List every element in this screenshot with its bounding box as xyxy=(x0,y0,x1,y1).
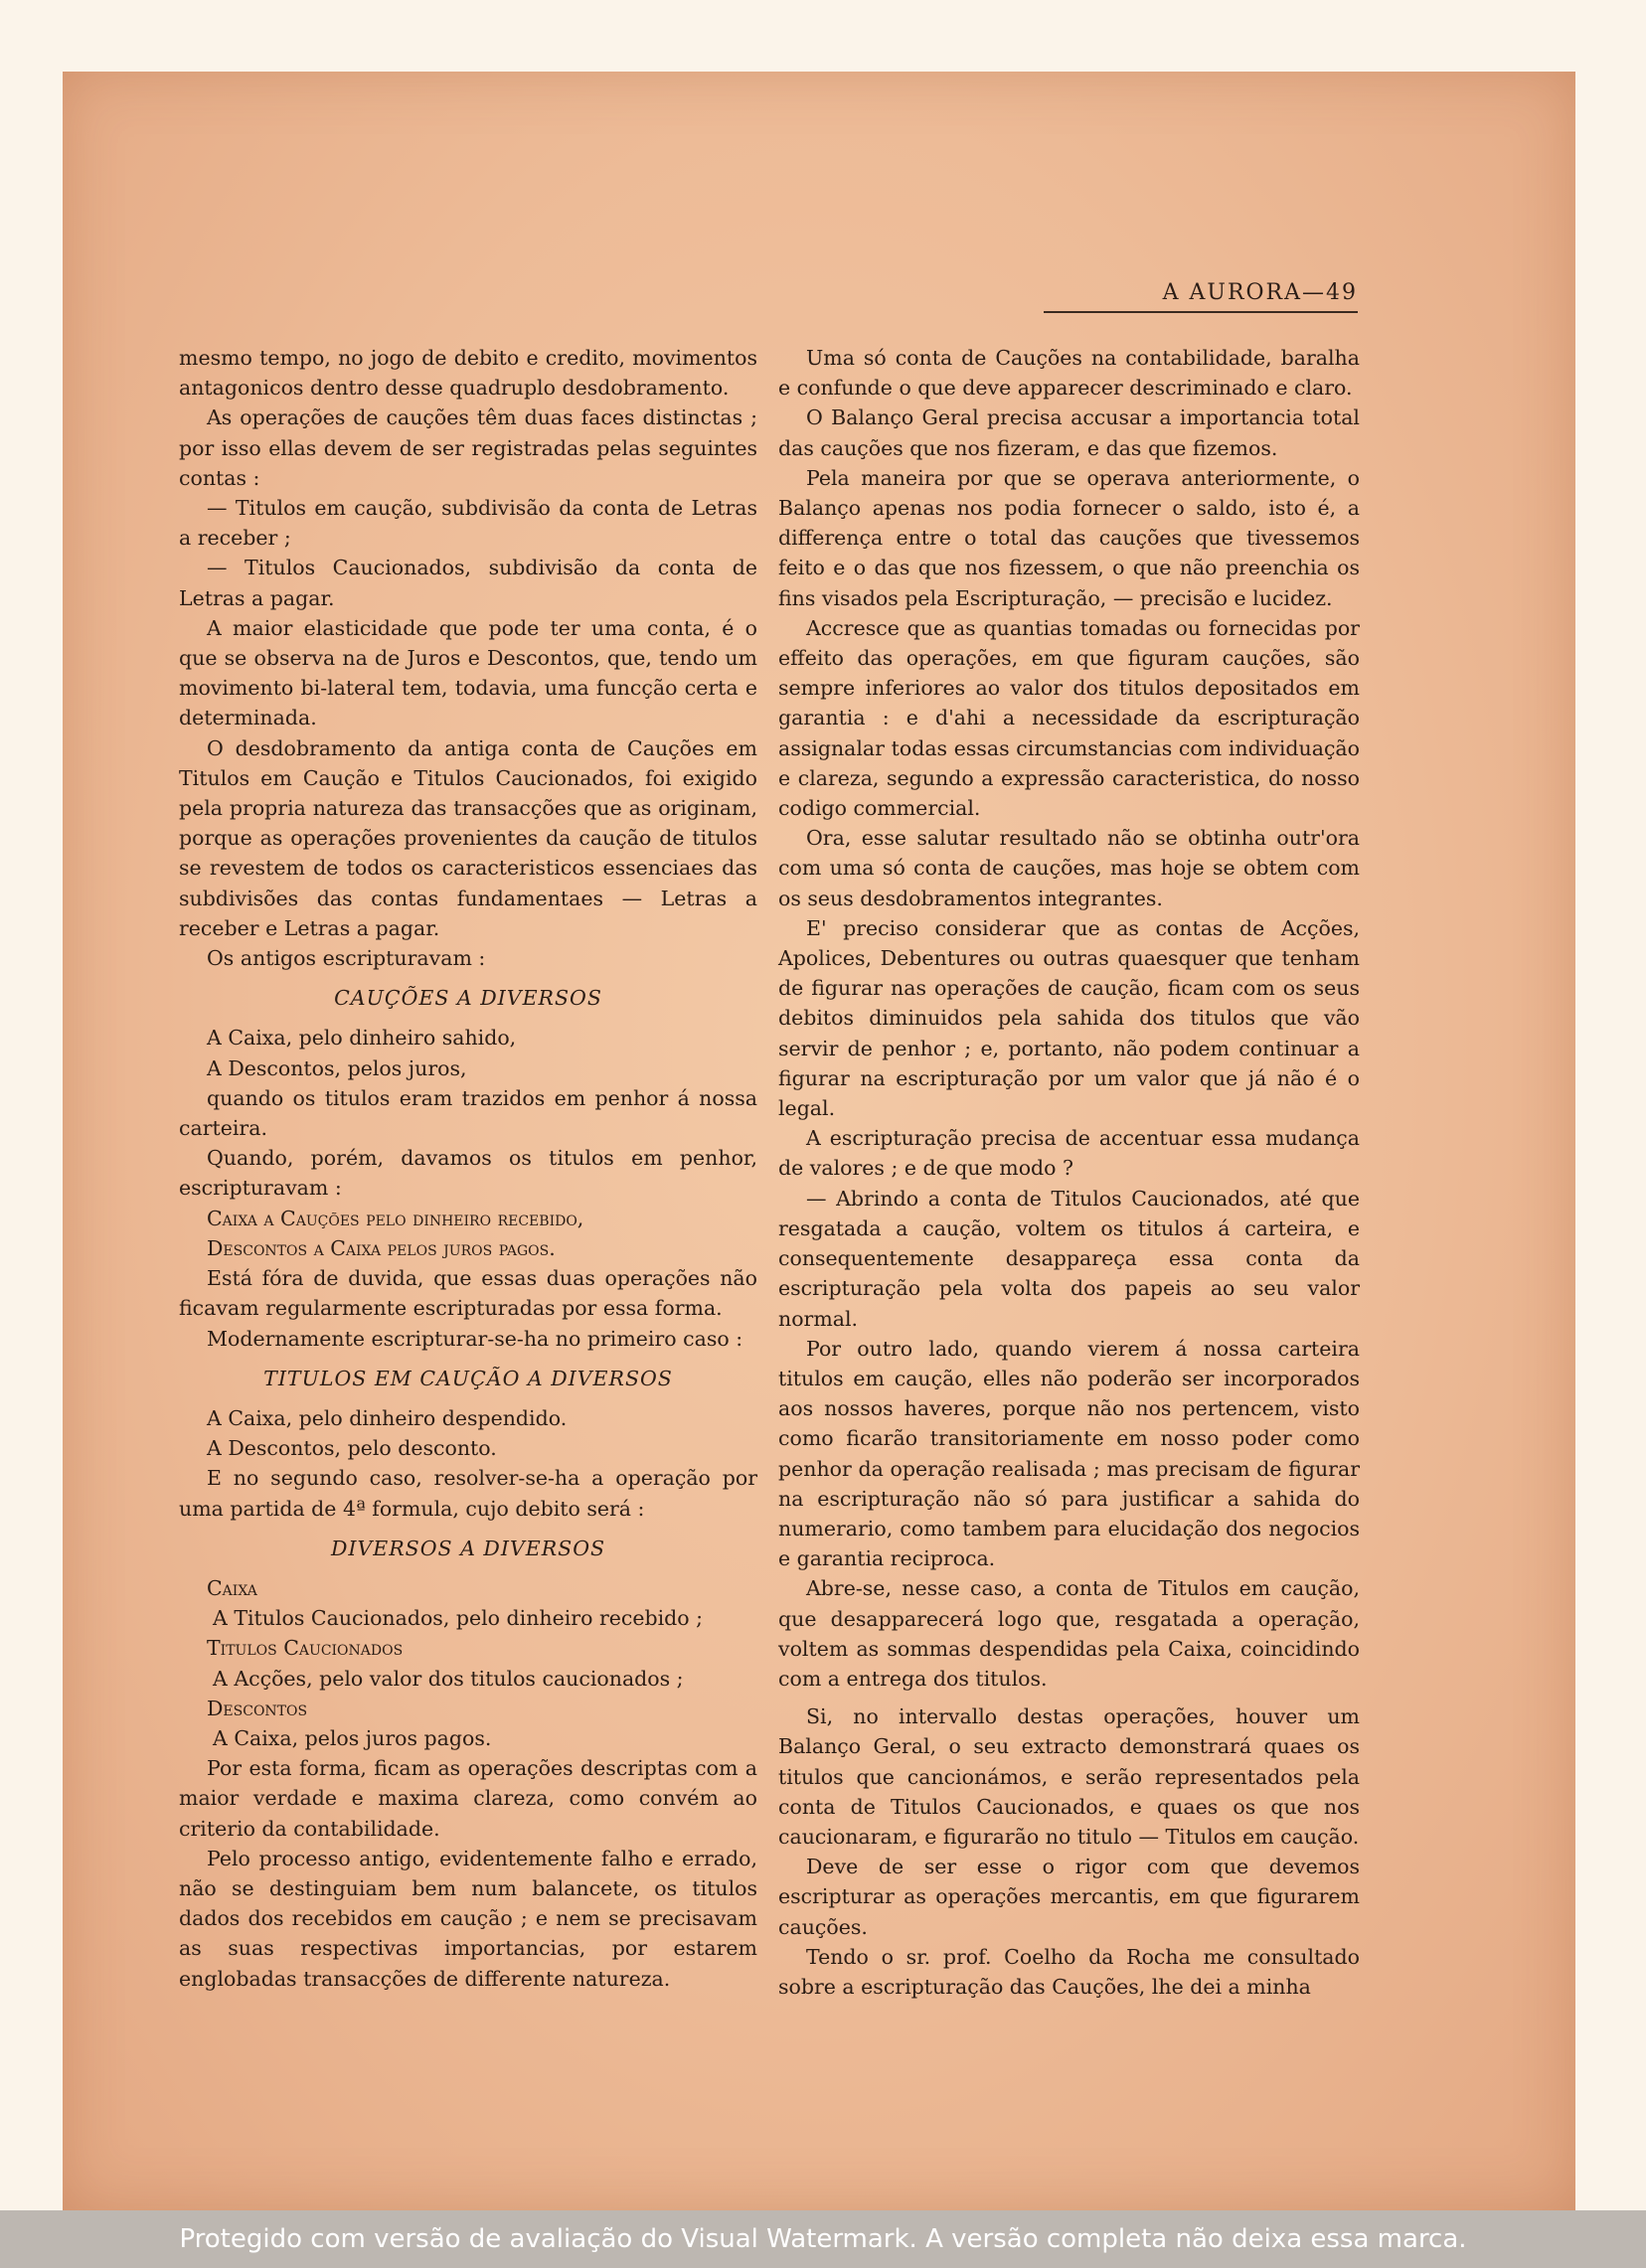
paragraph: E no segundo caso, resolver-se-ha a operação por uma partida de 4ª formula, cujo debito será : xyxy=(179,1466,757,1521)
journal-entry-line: A Caixa, pelo dinheiro despendido. xyxy=(207,1405,568,1430)
right-column xyxy=(778,343,1360,2002)
paragraph: Por esta forma, ficam as operações descriptas com a maior verdade e maxima clareza, como convém ao criterio da contabilidade. xyxy=(179,1756,757,1841)
paragraph: quando os titulos eram trazidos em penhor á nossa carteira. xyxy=(179,1085,757,1141)
journal-entry-line: Descontos xyxy=(207,1696,308,1720)
paragraph: — Titulos Caucionados, subdivisão da conta de Letras a pagar. xyxy=(179,556,757,610)
entry-heading: TITULOS EM CAUÇÃO A DIVERSOS xyxy=(263,1366,673,1390)
journal-entry-line: A Descontos, pelos juros, xyxy=(207,1055,467,1080)
journal-entry-line: A Titulos Caucionados, pelo dinheiro recebido ; xyxy=(213,1606,704,1631)
entry-heading: CAUÇÕES A DIVERSOS xyxy=(334,986,602,1011)
paragraph: — Titulos em caução, subdivisão da conta de Letras a receber ; xyxy=(179,496,757,551)
paragraph: mesmo tempo, no jogo de debito e credito, movimentos antagonicos dentro desse quadruplo desdobramento. xyxy=(179,346,757,401)
paragraph: Deve de ser esse o rigor com que devemos escripturar as operações mercantis, em que figurarem cauções. xyxy=(778,1855,1360,1939)
journal-entry-line: Caixa xyxy=(207,1575,257,1600)
journal-entry-line: A Acções, pelo valor dos titulos caucionados ; xyxy=(213,1666,684,1691)
journal-entry-line: Titulos Caucionados xyxy=(207,1636,404,1661)
paragraph: Si, no intervallo destas operações, houver um Balanço Geral, o seu extracto demonstrará quaes os titulos que cancionámos, e serão representados pela conta de Titulos Caucionados, e quaes os que nos caucionaram, e figurarão no titulo — Titulos em caução. xyxy=(778,1704,1360,1849)
journal-entry-line: Caixa a Cauções pelo dinheiro recebido, xyxy=(207,1206,584,1230)
paragraph: Modernamente escripturar-se-ha no primeiro caso : xyxy=(207,1326,743,1351)
watermark-banner: Protegido com versão de avaliação do Visual Watermark. A versão completa não deixa essa marca. xyxy=(0,2210,1646,2268)
paragraph: Está fóra de duvida, que essas duas operações não ficavam regularmente escripturadas por essa forma. xyxy=(179,1266,757,1321)
paragraph: Abre-se, nesse caso, a conta de Titulos em caução, que desapparecerá logo que, resgatada a operação, voltem as sommas despendidas pela Caixa, coincidindo com a entrega dos titulos. xyxy=(778,1576,1360,1691)
paragraph: Accresce que as quantias tomadas ou fornecidas por effeito das operações, em que figuram cauções, são sempre inferiores ao valor dos titulos depositados em garantia : e d'ahi a necessidade da escripturação assignalar todas essas circumstancias com individuação e clareza, segundo a expressão caracteristica, do nosso codigo commercial. xyxy=(778,615,1360,821)
paragraph: Por outro lado, quando vierem á nossa carteira titulos em caução, elles não poderão ser incorporados aos nossos haveres, porque não nos pertencem, visto como ficarão transitoriamente em nosso poder como penhor da operação realisada ; mas precisam de figurar na escripturação não só para justificar a sahida do numerario, como tambem para elucidação dos negocios e garantia reciproca. xyxy=(778,1336,1360,1571)
paragraph: O Balanço Geral precisa accusar a importancia total das cauções que nos fizeram, e das que fizemos. xyxy=(778,405,1360,460)
paragraph: A escripturação precisa de accentuar essa mudança de valores ; e de que modo ? xyxy=(778,1126,1360,1181)
journal-entry-line: A Caixa, pelo dinheiro sahido, xyxy=(207,1026,517,1051)
paragraph: O desdobramento da antiga conta de Cauções em Titulos em Caução e Titulos Caucionados, foi exigido pela propria natureza das transacções que as originam, porque as operações provenientes da caução de titulos se revestem de todos os caracteristicos essenciaes das subdivisões das contas fundamentaes — Letras a receber e Letras a pagar. xyxy=(179,735,757,940)
paragraph: Tendo o sr. prof. Coelho da Rocha me consultado sobre a escripturação das Cauções, lhe dei a minha xyxy=(778,1944,1360,1999)
paragraph: As operações de cauções têm duas faces distinctas ; por isso ellas devem de ser registradas pelas seguintes contas : xyxy=(179,405,757,490)
paragraph: Os antigos escripturavam : xyxy=(207,946,486,971)
paragraph: E' preciso considerar que as contas de Acções, Apolices, Debentures ou outras quaesquer que tenham de figurar nas operações de caução, ficam com os seus debitos diminuidos pela sahida dos titulos que vão servir de penhor ; e, portanto, não podem continuar a figurar na escripturação por um valor que já não é o legal. xyxy=(778,915,1360,1121)
paragraph: Uma só conta de Cauções na contabilidade, baralha e confunde o que deve apparecer descriminado e claro. xyxy=(778,346,1360,401)
paragraph: — Abrindo a conta de Titulos Caucionados, até que resgatada a caução, voltem os titulos á carteira, e consequentemente desappareça essa conta da escripturação pela volta dos papeis ao seu valor normal. xyxy=(778,1186,1360,1331)
left-column xyxy=(179,343,757,1994)
journal-entry-line: A Caixa, pelos juros pagos. xyxy=(213,1725,492,1750)
journal-entry-line: A Descontos, pelo desconto. xyxy=(207,1436,497,1461)
paragraph: A maior elasticidade que pode ter uma conta, é o que se observa na de Juros e Descontos, que, tendo um movimento bi-lateral tem, todavia, uma funcção certa e determinada. xyxy=(179,615,757,730)
running-header: A AURORA—49 xyxy=(1044,280,1358,313)
journal-entry-line: Descontos a Caixa pelos juros pagos. xyxy=(207,1235,556,1260)
paragraph: Quando, porém, davamos os titulos em penhor, escripturavam : xyxy=(179,1146,757,1201)
entry-heading: DIVERSOS A DIVERSOS xyxy=(330,1536,606,1560)
paragraph: Pelo processo antigo, evidentemente falho e errado, não se destinguiam bem num balancete, os titulos dados dos recebidos em caução ; e nem se precisavam as suas respectivas importancias, por estarem englobadas transacções de differente natureza. xyxy=(179,1846,757,1991)
paragraph: Pela maneira por que se operava anteriormente, o Balanço apenas nos podia fornecer o saldo, isto é, a differença entre o total das cauções que tivessemos feito e o das que nos fizessem, o que não preenchia os fins visados pela Escripturação, — precisão e lucidez. xyxy=(778,465,1360,610)
paragraph: Ora, esse salutar resultado não se obtinha outr'ora com uma só conta de cauções, mas hoje se obtem com os seus desdobramentos integrantes. xyxy=(778,826,1360,910)
